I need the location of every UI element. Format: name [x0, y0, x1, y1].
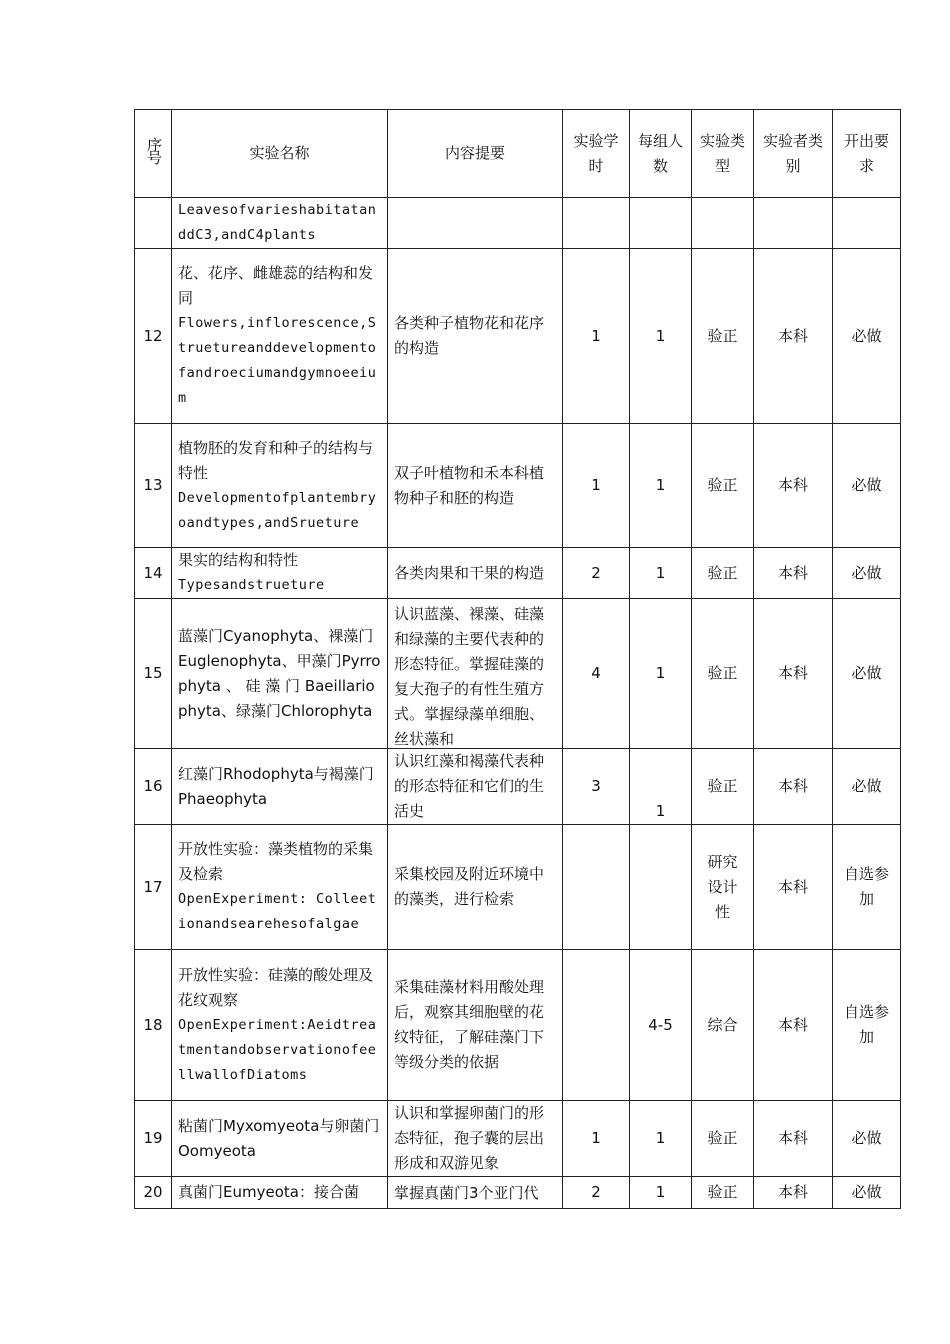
cell-type: 验正: [692, 548, 754, 599]
cell-req: 必做: [833, 424, 901, 548]
name-cn: 果实的结构和特性: [178, 551, 299, 569]
name-cn: 花、花序、雌雄蕊的结构和发同: [178, 264, 374, 307]
cell-req: [833, 198, 901, 249]
cell-seq: 20: [135, 1177, 172, 1209]
experiment-table: [134, 109, 901, 1209]
cell-seq: 15: [135, 599, 172, 749]
cell-seq: 14: [135, 548, 172, 599]
cell-group: [630, 825, 692, 950]
cell-group: 1: [630, 1101, 692, 1177]
header-req: 开出要求: [833, 110, 901, 198]
cell-category: 本科: [754, 749, 833, 825]
cell-group: 1: [630, 599, 692, 749]
header-name: 实验名称: [172, 110, 388, 198]
cell-seq: 16: [135, 749, 172, 825]
table-row: [135, 825, 901, 950]
cell-desc: 双子叶植物和禾本科植物种子和胚的构造: [388, 424, 563, 548]
name-cn: 真菌门Eumyeota：接合菌: [178, 1183, 359, 1201]
cell-category: 本科: [754, 1101, 833, 1177]
cell-category: [754, 198, 833, 249]
name-cn: 开放性实验：硅藻的酸处理及花纹观察: [178, 965, 374, 1009]
cell-type: 验正: [692, 1177, 754, 1209]
cell-req: 必做: [833, 749, 901, 825]
name-cn: 开放性实验：藻类植物的采集及检索: [178, 840, 374, 883]
cell-seq: 19: [135, 1101, 172, 1177]
name-cn: 蓝藻门Cyanophyta、裸藻门Euglenophyta、甲藻门Pyrrophyta 、 硅 藻 门 Baeillariophyta、绿藻门Chlorophyta: [178, 626, 381, 720]
cell-hours: 1: [563, 424, 630, 548]
cell-group: 1: [630, 1177, 692, 1209]
table-row: [135, 249, 901, 424]
header-hours: 实验学时: [563, 110, 630, 198]
cell-category: 本科: [754, 548, 833, 599]
table-row: [135, 1177, 901, 1209]
cell-category: 本科: [754, 599, 833, 749]
cell-name: [172, 1177, 388, 1209]
table-row: [135, 548, 901, 599]
cell-group: 1: [630, 249, 692, 424]
cell-group: 1: [630, 424, 692, 548]
cell-req: 自选参加: [833, 825, 901, 950]
cell-desc: [388, 1101, 563, 1177]
table-row: [135, 424, 901, 548]
cell-category: 本科: [754, 249, 833, 424]
name-en: Typesandstrueture: [178, 577, 325, 593]
header-group: 每组人数: [630, 110, 692, 198]
desc-text: 掌握真菌门3个亚门代: [394, 1183, 539, 1202]
cell-type: 验正: [692, 424, 754, 548]
cell-desc: 各类种子植物花和花序的构造: [388, 249, 563, 424]
cell-desc: 采集校园及附近环境中的藻类，进行检索: [388, 825, 563, 950]
table-row: [135, 198, 901, 249]
cell-name: [172, 950, 388, 1101]
desc-text: 认识和掌握卵菌门的形态特征，孢子囊的层出形成和双游见象: [394, 1104, 545, 1172]
header-row: [135, 110, 901, 198]
cell-name: [172, 599, 388, 749]
desc-text: 认识蓝藻、裸藻、硅藻和绿藻的主要代表种的形态特征。掌握硅藻的复大孢子的有性生殖方式。掌握绿藻单细胞、丝状藻和: [394, 604, 545, 746]
name-en: Flowers,inflorescence,Struetureanddevelopmentofandroeciumandgymnoeeium: [178, 315, 377, 406]
cell-desc: 认识红藻和褐藻代表种的形态特征和它们的生活史: [388, 749, 563, 825]
name-cn: 植物胚的发育和种子的结构与特性: [178, 438, 374, 482]
cell-desc: 采集硅藻材料用酸处理后，观察其细胞壁的花纹特征，了解硅藻门下等级分类的依据: [388, 950, 563, 1101]
cell-hours: [563, 825, 630, 950]
cell-seq: 18: [135, 950, 172, 1101]
name-en: LeavesofvarieshabitatanddC3,andC4plants: [178, 202, 377, 243]
cell-name: [172, 424, 388, 548]
cell-req: 必做: [833, 599, 901, 749]
cell-req: 必做: [833, 548, 901, 599]
name-en: OpenExperiment: Colleetionandsearehesofalgae: [178, 891, 377, 932]
name-en: OpenExperiment:AeidtreatmentandobservationofeellwallofDiatoms: [178, 1016, 377, 1083]
name-cn: 粘菌门Myxomyeota与卵菌门Oomyeota: [178, 1116, 380, 1160]
cell-category: 本科: [754, 1177, 833, 1209]
cell-seq: 12: [135, 249, 172, 424]
name-cn: 红藻门Rhodophyta与褐藻门Phaeophyta: [178, 764, 374, 808]
cell-name: [172, 198, 388, 249]
cell-desc: [388, 198, 563, 249]
cell-req: 必做: [833, 1101, 901, 1177]
cell-desc: [388, 1177, 563, 1209]
cell-name: [172, 825, 388, 950]
cell-hours: 4: [563, 599, 630, 749]
header-seq: 序号: [135, 110, 172, 198]
cell-req: 必做: [833, 1177, 901, 1209]
cell-desc: 各类肉果和干果的构造: [388, 548, 563, 599]
cell-req: 自选参加: [833, 950, 901, 1101]
header-type: 实验类型: [692, 110, 754, 198]
cell-name: [172, 1101, 388, 1177]
cell-group: 1: [630, 749, 692, 825]
cell-type: [692, 198, 754, 249]
table-row: [135, 599, 901, 749]
cell-seq: [135, 198, 172, 249]
cell-hours: 2: [563, 1177, 630, 1209]
cell-type: 综合: [692, 950, 754, 1101]
cell-type: 验正: [692, 249, 754, 424]
table-row: [135, 950, 901, 1101]
cell-type: 验正: [692, 749, 754, 825]
cell-hours: 2: [563, 548, 630, 599]
cell-group: 4-5: [630, 950, 692, 1101]
table-row: [135, 1101, 901, 1177]
cell-hours: 1: [563, 249, 630, 424]
cell-hours: [563, 950, 630, 1101]
cell-category: 本科: [754, 950, 833, 1101]
cell-seq: 13: [135, 424, 172, 548]
cell-name: [172, 548, 388, 599]
cell-seq: 17: [135, 825, 172, 950]
cell-group: 1: [630, 548, 692, 599]
cell-name: [172, 749, 388, 825]
cell-type: 验正: [692, 599, 754, 749]
header-desc: 内容提要: [388, 110, 563, 198]
cell-req: 必做: [833, 249, 901, 424]
cell-group: [630, 198, 692, 249]
cell-type: 研究设计性: [692, 825, 754, 950]
cell-hours: [563, 198, 630, 249]
cell-category: 本科: [754, 424, 833, 548]
table-row: [135, 749, 901, 825]
cell-hours: 1: [563, 1101, 630, 1177]
cell-hours: 3: [563, 749, 630, 825]
name-en: Developmentofplantembryoandtypes,andSrueture: [178, 489, 377, 531]
cell-desc: [388, 599, 563, 749]
cell-category: 本科: [754, 825, 833, 950]
header-category: 实验者类别: [754, 110, 833, 198]
cell-type: 验正: [692, 1101, 754, 1177]
cell-name: [172, 249, 388, 424]
